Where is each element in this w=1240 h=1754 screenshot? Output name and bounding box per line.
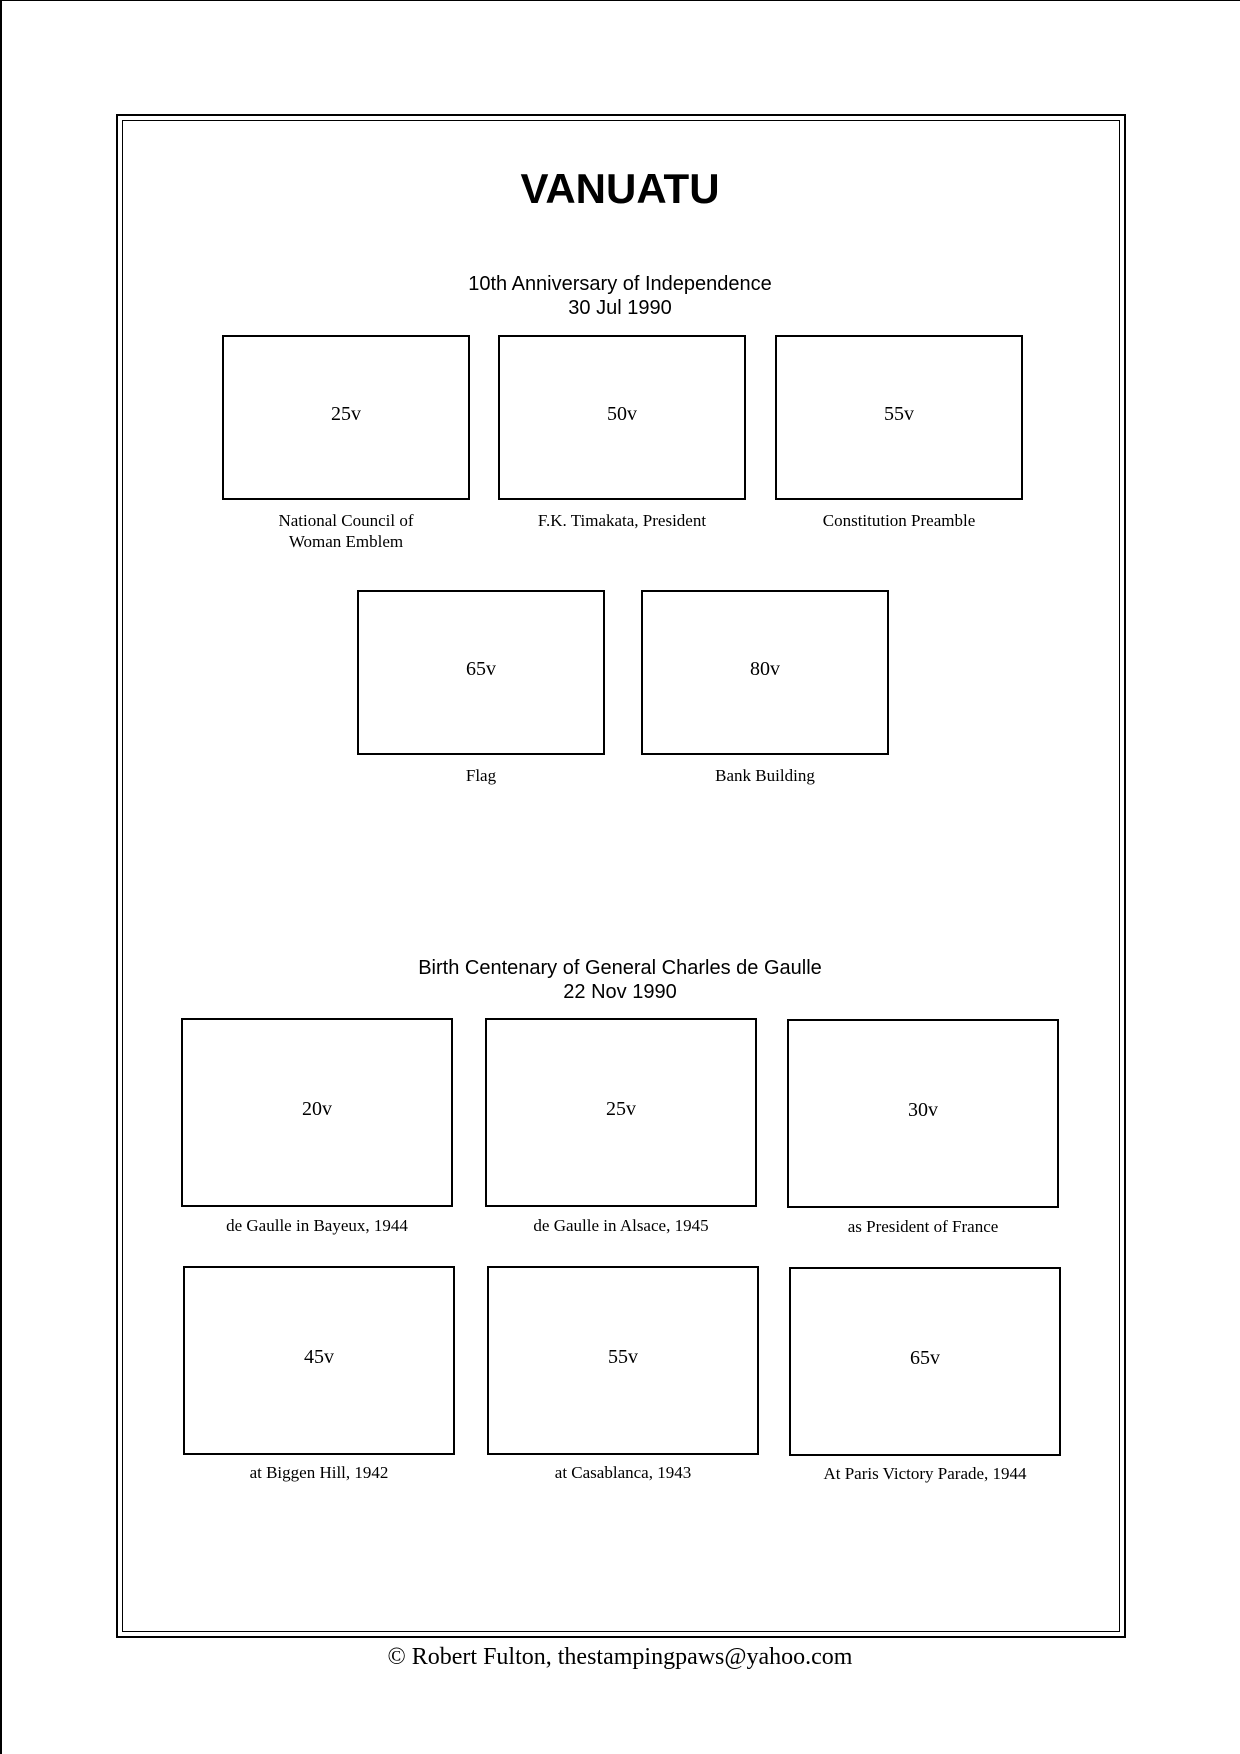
stamp-space: [222, 335, 470, 500]
stamp-value: 65v: [466, 658, 496, 680]
stamp-caption: [641, 765, 889, 786]
caption-line: Bank Building: [715, 766, 815, 785]
page-title: VANUATU: [520, 165, 720, 212]
caption-line: National Council of: [278, 511, 414, 530]
stamp-value: 30v: [908, 1099, 938, 1121]
stamp-space: [787, 1019, 1059, 1208]
stamp-space: [183, 1266, 455, 1455]
caption-line: at Casablanca, 1943: [554, 1463, 692, 1482]
issue-2-date: 22 Nov 1990: [563, 981, 677, 1003]
stamp-value: 45v: [304, 1346, 334, 1368]
copyright-footer: © Robert Fulton, thestampingpaws@yahoo.com: [387, 1644, 853, 1670]
stamp-caption: [787, 1216, 1059, 1237]
caption-line: at Biggen Hill, 1942: [249, 1463, 389, 1482]
stamp-value: 50v: [607, 403, 637, 425]
page-edge: [0, 0, 2, 1754]
stamp-value: 25v: [331, 403, 361, 425]
caption-line: Constitution Preamble: [822, 511, 976, 530]
page-edge-top: [0, 0, 1240, 1]
stamp-caption: [183, 1462, 455, 1483]
stamp-caption: [222, 510, 470, 552]
stamp-caption: [779, 1463, 1071, 1484]
stamp-value: 20v: [302, 1098, 332, 1120]
stamp-space: [485, 1018, 757, 1207]
stamp-space: [775, 335, 1023, 500]
caption-line: Flag: [465, 766, 497, 785]
caption-line: At Paris Victory Parade, 1944: [823, 1464, 1027, 1483]
stamp-space: [181, 1018, 453, 1207]
stamp-space: [357, 590, 605, 755]
caption-line: Woman Emblem: [288, 532, 404, 551]
caption-line: de Gaulle in Alsace, 1945: [533, 1216, 709, 1235]
stamp-caption: [181, 1215, 453, 1236]
stamp-caption: [485, 1215, 757, 1236]
stamp-space: [487, 1266, 759, 1455]
issue-2-heading: Birth Centenary of General Charles de Gaulle: [418, 957, 822, 979]
stamp-value: 65v: [910, 1347, 940, 1369]
stamp-space: [498, 335, 746, 500]
stamp-caption: [487, 1462, 759, 1483]
stamp-space: [641, 590, 889, 755]
stamp-value: 25v: [606, 1098, 636, 1120]
stamp-value: 55v: [608, 1346, 638, 1368]
stamp-value: 80v: [750, 658, 780, 680]
stamp-space: [789, 1267, 1061, 1456]
caption-line: F.K. Timakata, President: [537, 511, 707, 530]
caption-line: de Gaulle in Bayeux, 1944: [226, 1216, 408, 1235]
issue-1-heading: 10th Anniversary of Independence: [468, 273, 772, 295]
stamp-value: 55v: [884, 403, 914, 425]
stamp-caption: [775, 510, 1023, 531]
stamp-caption: [498, 510, 746, 531]
caption-line: as President of France: [847, 1217, 999, 1236]
stamp-caption: [357, 765, 605, 786]
issue-1-date: 30 Jul 1990: [568, 297, 672, 319]
